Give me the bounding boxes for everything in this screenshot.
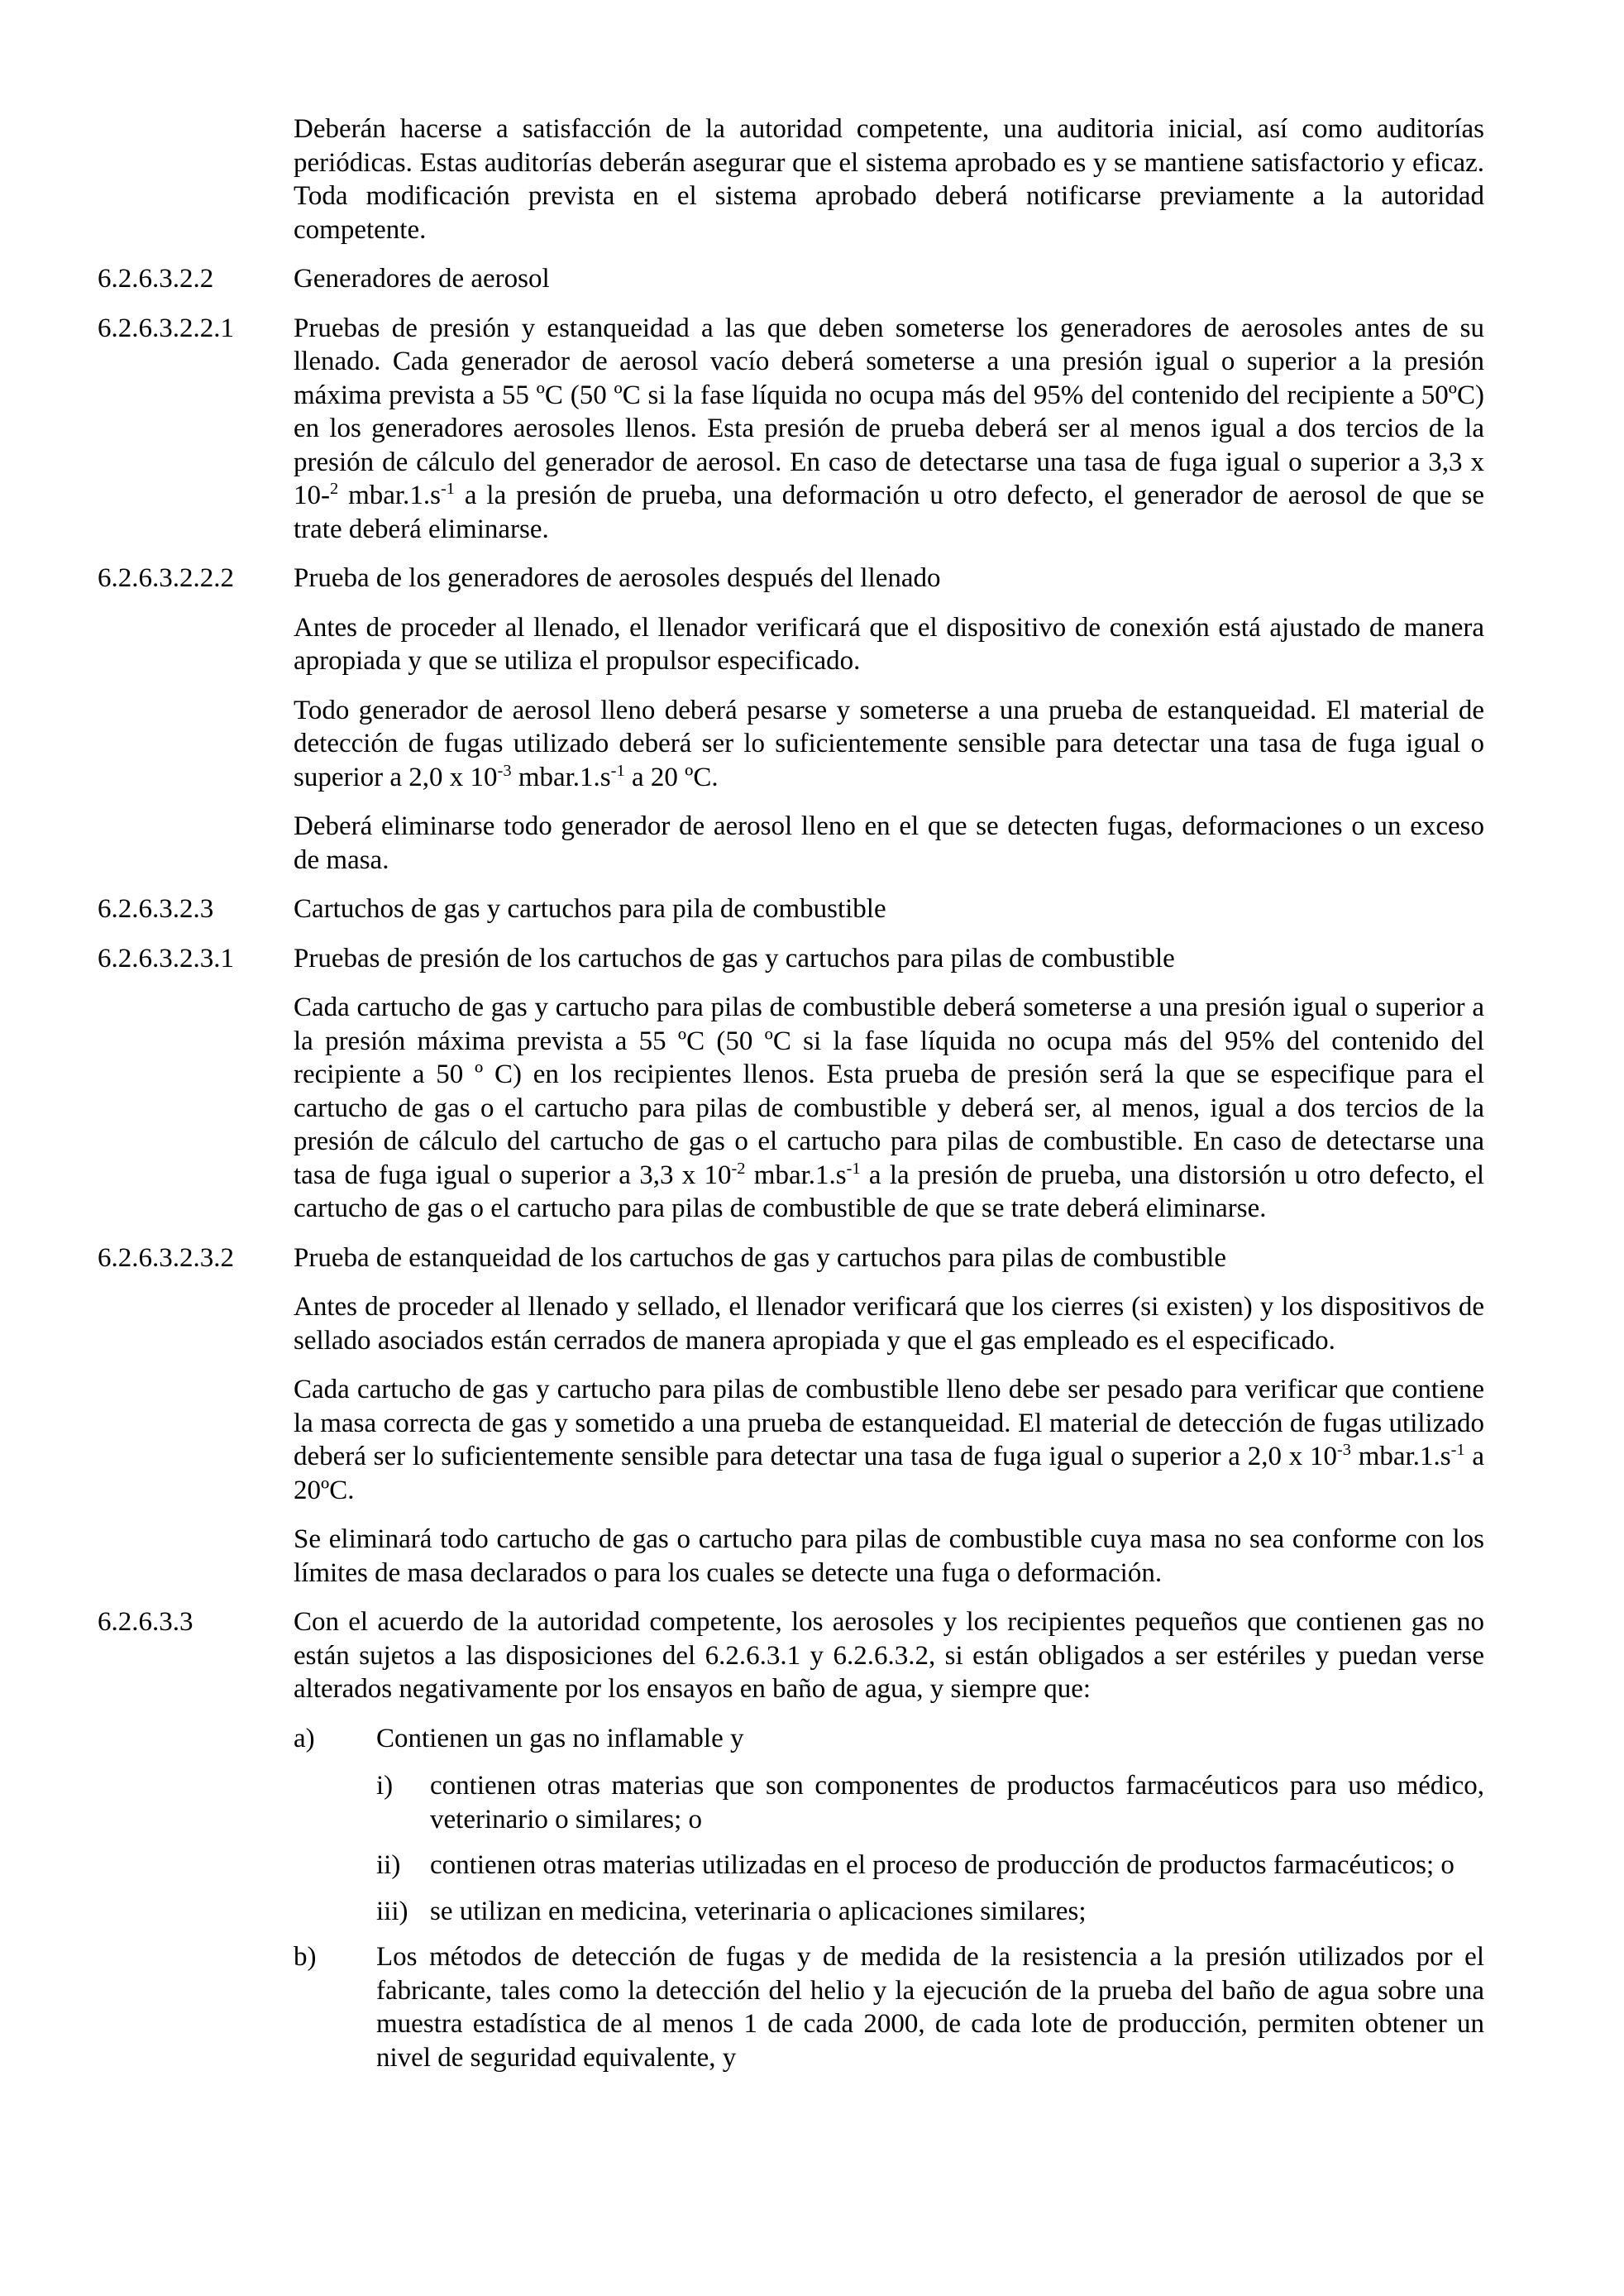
section-text: Pruebas de presión y estanqueidad a las que deben someterse los generadores de aerosoles antes de su llenado. Cada generador de aerosol vacío deberá someterse a una presión igual o superior a la presión máxima prevista a 55 ºC (50 ºC si la fase líquida no ocupa más del 95% del contenido del recipiente a 50ºC) en los generadores aerosoles llenos. Esta presión de prueba deberá ser al menos igual a dos tercios de la presión de cálculo del generador de aerosol. En caso de detectarse una tasa de fuga igual o superior a 3,3 x 10-$^2$ $mbar.1.s^{-1}$ a la presión de prueba, una deformación u otro defecto, el generador de aerosol de que se trate deberá eliminarse.: [294, 313, 1484, 544]
numbered-section: [98, 262, 1484, 296]
paragraph: Cada cartucho de gas y cartucho para pilas de combustible lleno debe ser pesado para verificar que contiene la masa correcta de gas y sometido a una prueba de estanqueidad. El material de detección de fugas utilizado deberá ser lo suficientemente sensible para detectar una tasa de fuga igual o superior a 2,0 x $10^{-3}$ $mbar.1.s^{-1}$ a 20ºC.: [294, 1375, 1484, 1505]
paragraph: Antes de proceder al llenado, el llenador verificará que el dispositivo de conexión está ajustado de manera apropiada y que se utiliza el propulsor especificado.: [294, 612, 1484, 676]
numbered-section: [98, 892, 1484, 926]
numbered-section: [98, 942, 1484, 976]
superscript-exponent: -1: [610, 761, 625, 780]
superscript-exponent: -1: [846, 1159, 861, 1178]
list-item: [376, 1849, 1484, 1882]
superscript-exponent: -1: [440, 480, 455, 498]
section-number: 6.2.6.3.2.2: [98, 264, 214, 294]
paragraph: Deberá eliminarse todo generador de aerosol lleno en el que se detecten fugas, deformaciones o un exceso de masa.: [294, 811, 1484, 875]
section-text: Cartuchos de gas y cartuchos para pila de combustible: [294, 894, 886, 924]
section-text: Prueba de los generadores de aerosoles después del llenado: [294, 563, 941, 593]
numbered-section: [98, 562, 1484, 596]
list-item-text: contienen otras materias que son componentes de productos farmacéuticos para uso médico, veterinario o similares; o: [430, 1771, 1484, 1834]
section-number: 6.2.6.3.2.2.1: [98, 313, 234, 343]
document-content: [98, 112, 1484, 2088]
section-number: 6.2.6.3.2.3: [98, 894, 214, 924]
section-text: Pruebas de presión de los cartuchos de gas y cartuchos para pilas de combustible: [294, 943, 1175, 973]
section-number: 6.2.6.3.2.3.1: [98, 943, 234, 973]
list-marker: iii): [376, 1896, 408, 1926]
list-item: [376, 1895, 1484, 1929]
superscript-exponent: -3: [497, 761, 512, 780]
list-marker: b): [294, 1942, 317, 1972]
list-marker: ii): [376, 1850, 401, 1880]
paragraph: Deberán hacerse a satisfacción de la autoridad competente, una auditoria inicial, así como auditorías periódicas. Estas auditorías deberán asegurar que el sistema aprobado es y se mantiene satisfactorio y eficaz. Toda modificación prevista en el sistema aprobado deberá notificarse previamente a la autoridad competente.: [294, 114, 1484, 245]
numbered-section: [98, 1241, 1484, 1275]
superscript-exponent: -1: [1450, 1441, 1465, 1459]
list-item-text: contienen otras materias utilizadas en el proceso de producción de productos farmacéuticos; o: [430, 1850, 1454, 1880]
list-item-text: Contienen un gas no inflamable y: [376, 1723, 744, 1753]
list-marker: i): [376, 1771, 394, 1801]
list-item: [376, 1769, 1484, 1836]
list-item: [294, 1722, 1484, 1756]
paragraph: Todo generador de aerosol lleno deberá pesarse y someterse a una prueba de estanqueidad. El material de detección de fugas utilizado deberá ser lo suficientemente sensible para detectar una tasa de fuga igual o superior a 2,0 x $10^{-3}$ $mbar.1.s^{-1}$ a 20 ºC.: [294, 695, 1484, 792]
section-number: 6.2.6.3.2.2.2: [98, 563, 234, 593]
section-text: Prueba de estanqueidad de los cartuchos de gas y cartuchos para pilas de combustible: [294, 1242, 1227, 1273]
list-item-text: se utilizan en medicina, veterinaria o aplicaciones similares;: [430, 1896, 1087, 1926]
superscript-exponent: -3: [1336, 1441, 1351, 1459]
list-item-text: Los métodos de detección de fugas y de medida de la resistencia a la presión utilizados por el fabricante, tales como la detección del helio y la ejecución de la prueba del baño de agua sobre una muestra estadística de al menos 1 de cada 2000, de cada lote de producción, permiten obtener un nivel de seguridad equivalente, y: [376, 1942, 1484, 2073]
superscript-exponent: 2: [330, 480, 339, 498]
numbered-section: [98, 1605, 1484, 1706]
section-text: Con el acuerdo de la autoridad competente, los aerosoles y los recipientes pequeños que contienen gas no están sujetos a las disposiciones del 6.2.6.3.1 y 6.2.6.3.2, si están obligados a ser estériles y puedan verse alterados negativamente por los ensayos en baño de agua, y siempre que:: [294, 1607, 1484, 1704]
section-number: 6.2.6.3.2.3.2: [98, 1242, 234, 1273]
section-number: 6.2.6.3.3: [98, 1607, 193, 1637]
paragraph: Se eliminará todo cartucho de gas o cartucho para pilas de combustible cuya masa no sea conforme con los límites de masa declarados o para los cuales se detecte una fuga o deformación.: [294, 1524, 1484, 1588]
numbered-section: [98, 312, 1484, 547]
section-text: Generadores de aerosol: [294, 264, 550, 294]
list-item: [294, 1940, 1484, 2074]
paragraph: Cada cartucho de gas y cartucho para pilas de combustible deberá someterse a una presión igual o superior a la presión máxima prevista a 55 ºC (50 ºC si la fase líquida no ocupa más del 95% del contenido del recipiente a 50 º C) en los recipientes llenos. Esta prueba de presión será la que se especifique para el cartucho de gas o el cartucho para pilas de combustible y deberá ser, al menos, igual a dos tercios de la presión de cálculo del cartucho de gas o el cartucho para pilas de combustible. En caso de detectarse una tasa de fuga igual o superior a 3,3 x $10^{-2}$ $mbar.1.s^{-1}$ a la presión de prueba, una distorsión u otro defecto, el cartucho de gas o el cartucho para pilas de combustible de que se trate deberá eliminarse.: [294, 993, 1485, 1223]
superscript-exponent: -2: [731, 1159, 746, 1178]
paragraph: Antes de proceder al llenado y sellado, el llenador verificará que los cierres (si existen) y los dispositivos de sellado asociados están cerrados de manera apropiada y que el gas empleado es el especificado.: [294, 1292, 1484, 1356]
list-marker: a): [294, 1723, 315, 1753]
